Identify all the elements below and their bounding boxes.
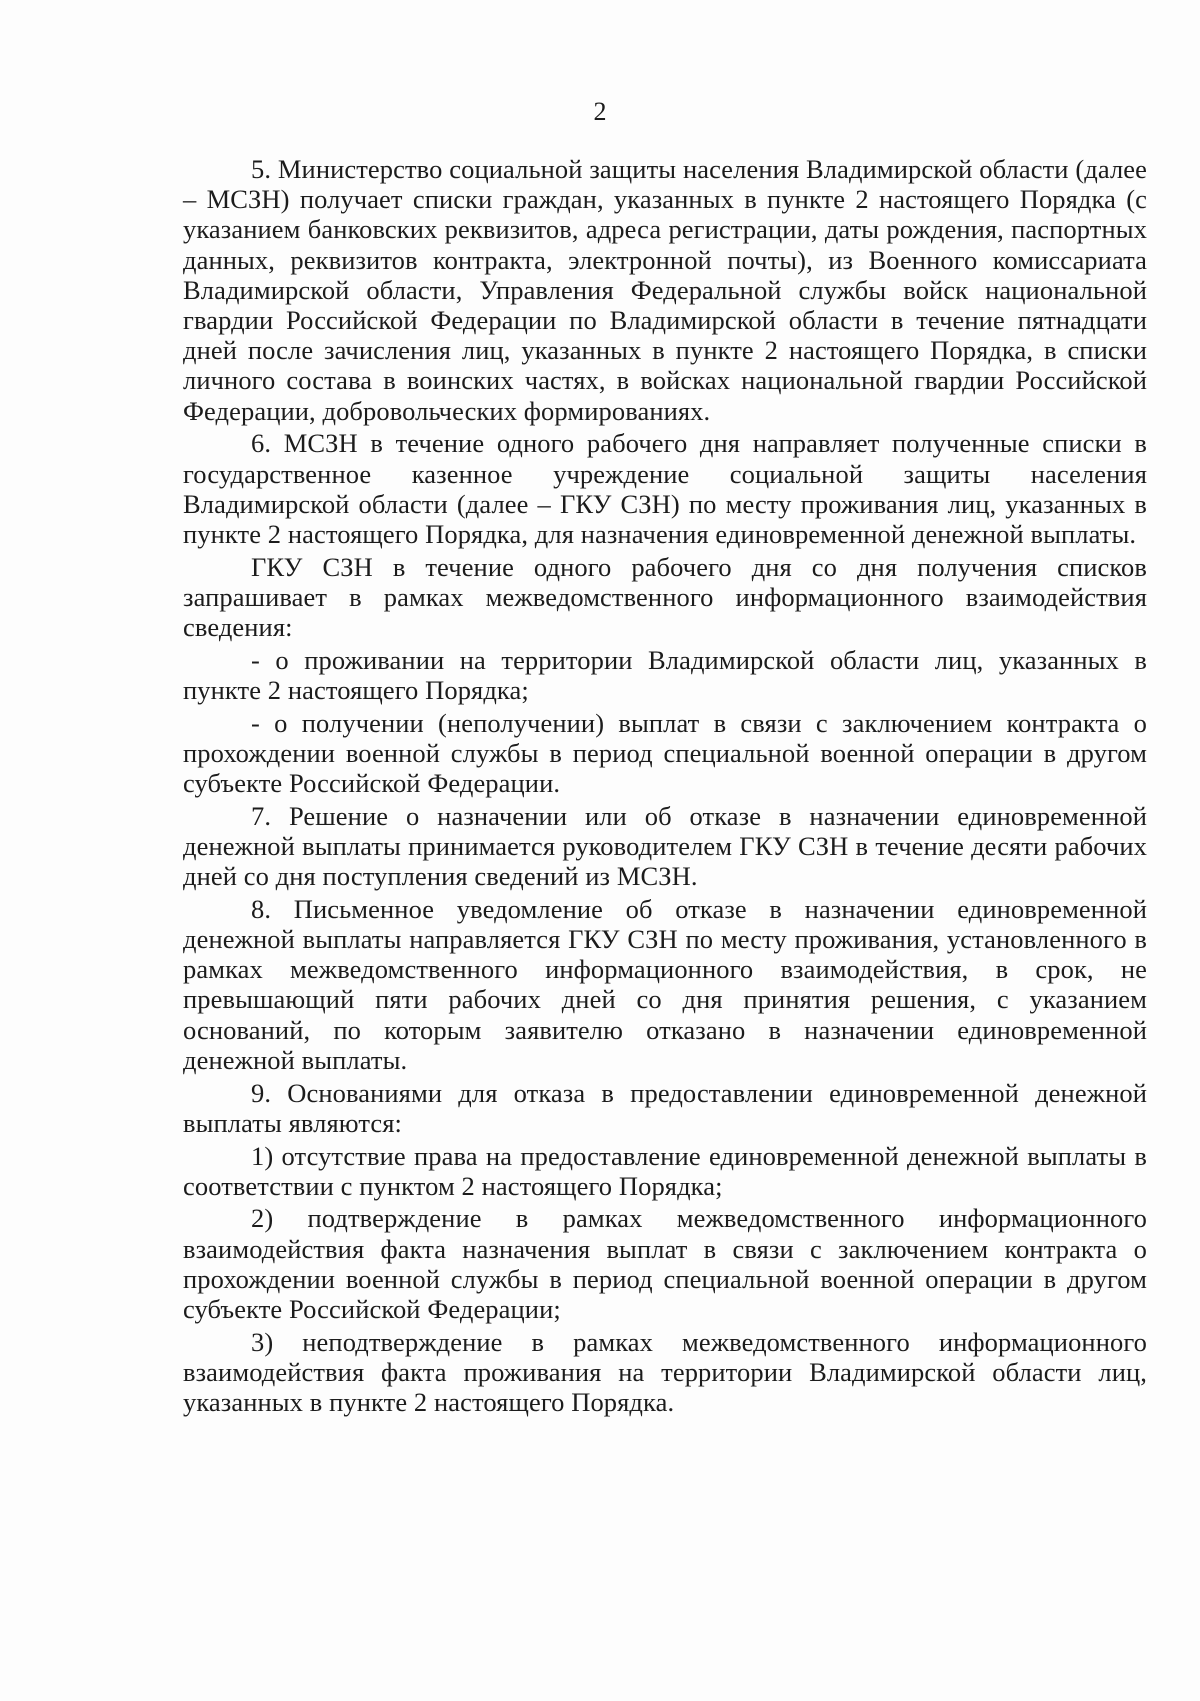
document-body — [183, 154, 1147, 1420]
list-item-ground-1: 1) отсутствие права на предоставление единовременной денежной выплаты в соответствии с пунктом 2 настоящего Порядка; — [183, 1140, 1147, 1201]
list-item-ground-2: 2) подтверждение в рамках межведомственного информационного взаимодействия факта назначения выплат в связи с заключением контракта о прохождении военной службы в период специальной военной операции в другом субъекте Российской Федерации; — [183, 1203, 1147, 1325]
paragraph-9: 9. Основаниями для отказа в предоставлении единовременной денежной выплаты являются: — [183, 1077, 1147, 1138]
list-item-ground-3: 3) неподтверждение в рамках межведомственного информационного взаимодействия факта проживания на территории Владимирской области лиц, указанных в пункте 2 настоящего Порядка. — [183, 1326, 1147, 1418]
paragraph-6: 6. МСЗН в течение одного рабочего дня направляет полученные списки в государственное казенное учреждение социальной защиты населения Владимирской области (далее – ГКУ СЗН) по месту проживания лиц, указанных в пункте 2 настоящего Порядка, для назначения единовременной денежной выплаты. — [183, 428, 1147, 549]
paragraph-7: 7. Решение о назначении или об отказе в назначении единовременной денежной выплаты принимается руководителем ГКУ СЗН в течение десяти рабочих дней со дня поступления сведений из МСЗН. — [183, 800, 1147, 892]
paragraph-6-gku-request: ГКУ СЗН в течение одного рабочего дня со дня получения списков запрашивает в рамках межведомственного информационного взаимодействия сведения: — [183, 551, 1147, 643]
paragraph-8: 8. Письменное уведомление об отказе в назначении единовременной денежной выплаты направляется ГКУ СЗН по месту проживания, установленного в рамках межведомственного информационного взаимодействия, в срок, не превышающий пяти рабочих дней со дня принятия решения, с указанием оснований, по которым заявителю отказано в назначении единовременной денежной выплаты. — [183, 893, 1147, 1075]
page-number: 2 — [593, 97, 607, 126]
list-item-residence: - о проживании на территории Владимирской области лиц, указанных в пункте 2 настоящего Порядка; — [183, 644, 1147, 705]
paragraph-5: 5. Министерство социальной защиты населения Владимирской области (далее – МСЗН) получает списки граждан, указанных в пункте 2 настоящего Порядка (с указанием банковских реквизитов, адреса регистрации, даты рождения, паспортных данных, реквизитов контракта, электронной почты), из Военного комиссариата Владимирской области, Управления Федеральной службы войск национальной гвардии Российской Федерации по Владимирской области в течение пятнадцати дней после зачисления лиц, указанных в пункте 2 настоящего Порядка, в списки личного состава в воинских частях, в войсках национальной гвардии Российской Федерации, добровольческих формированиях. — [183, 154, 1147, 426]
list-item-payments: - о получении (неполучении) выплат в связи с заключением контракта о прохождении военной службы в период специальной военной операции в другом субъекте Российской Федерации. — [183, 707, 1147, 799]
